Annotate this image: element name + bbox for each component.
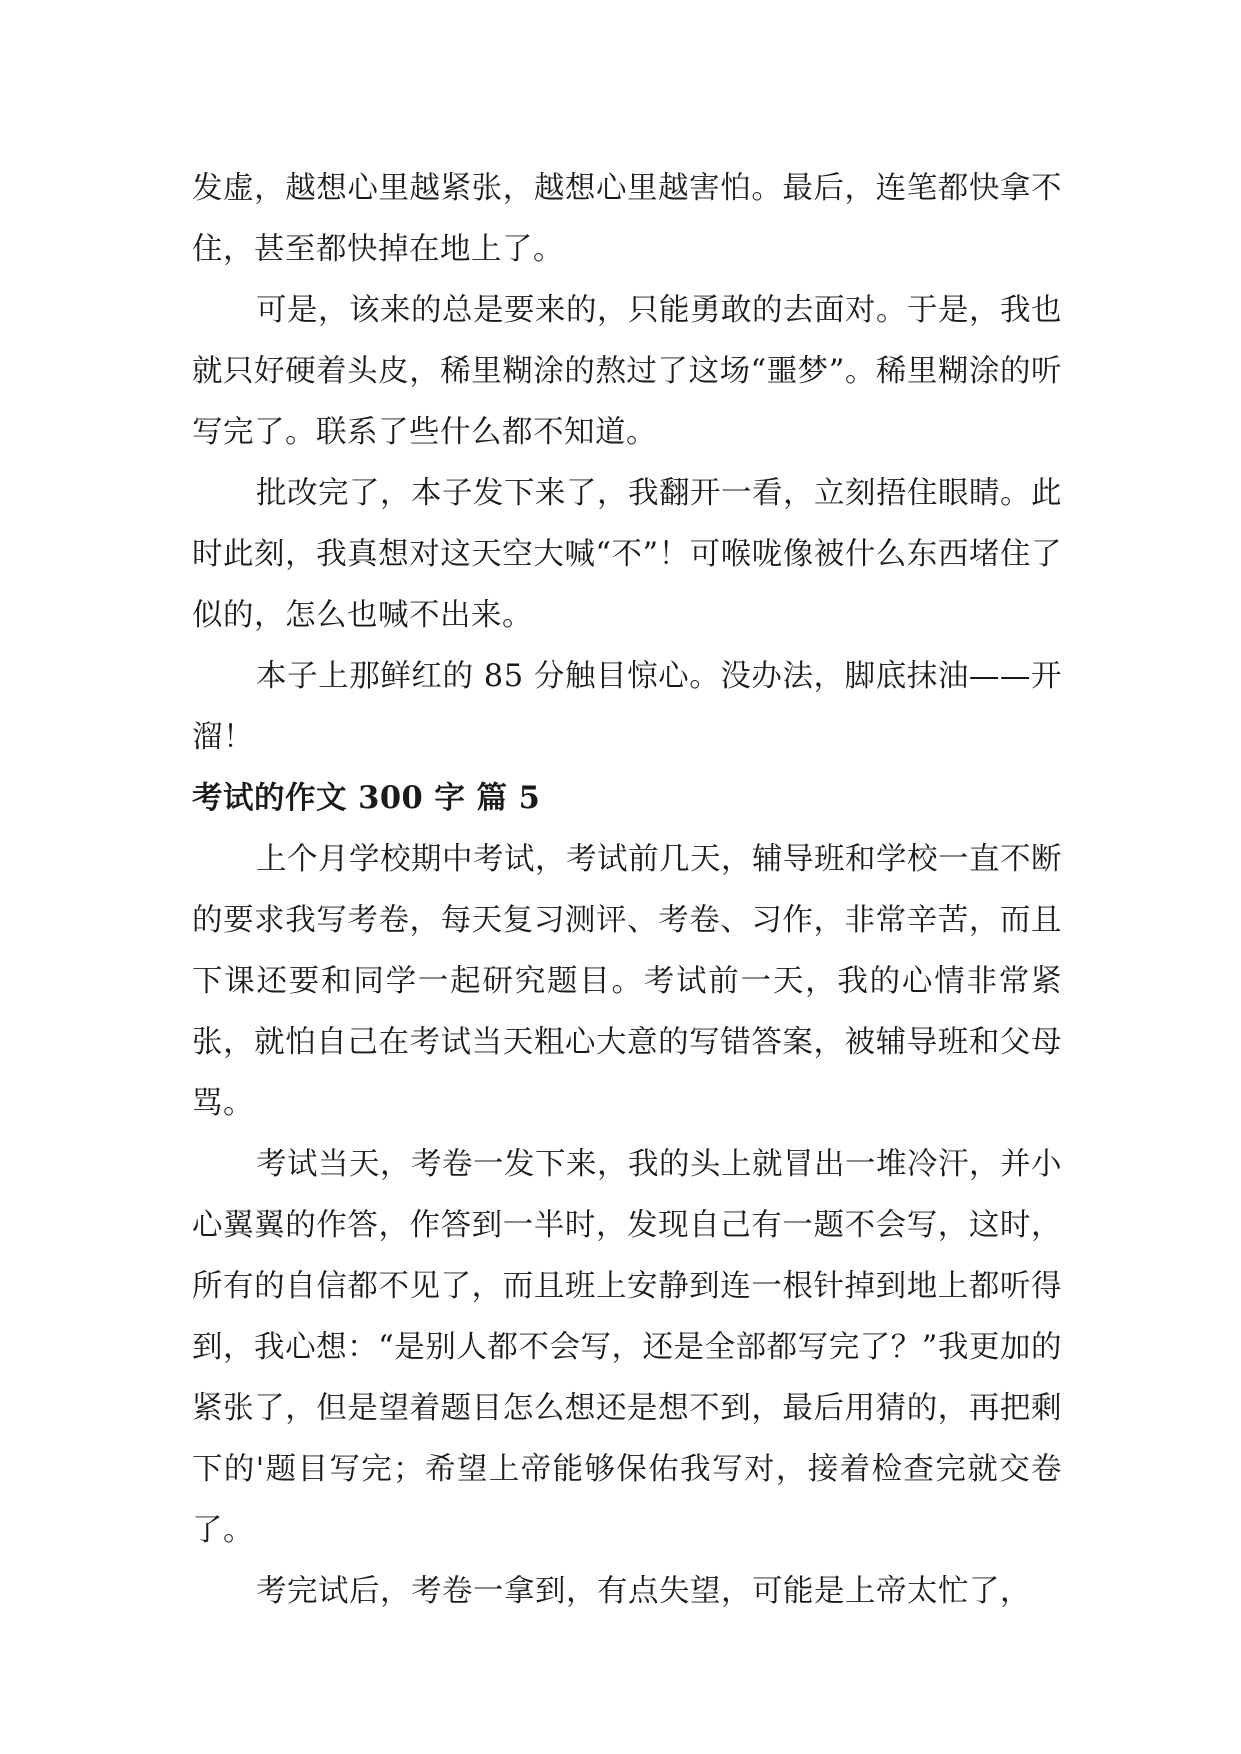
paragraph-1: 发虚，越想心里越紧张，越想心里越害怕。最后，连笔都快拿不住，甚至都快掉在地上了。: [192, 171, 1062, 267]
paragraph-3: 批改完了，本子发下来了，我翻开一看，立刻捂住眼睛。此时此刻，我真想对这天空大喊“不”！可喉咙像被什么东西堵住了似的，怎么也喊不出来。: [192, 476, 1062, 633]
paragraph-4: 本子上那鲜红的 85 分触目惊心。没办法，脚底抹油——开溜！: [192, 659, 1062, 755]
paragraph-2: 可是，该来的总是要来的，只能勇敢的去面对。于是，我也就只好硬着头皮，稀里糊涂的熬过了这场“噩梦”。稀里糊涂的听写完了。联系了些什么都不知道。: [192, 293, 1062, 450]
section-heading: 考试的作文 300 字 篇 5: [192, 780, 541, 816]
paragraph-6: 考试当天，考卷一发下来，我的头上就冒出一堆冷汗，并小心翼翼的作答，作答到一半时，发现自己有一题不会写，这时，所有的自信都不见了，而且班上安静到连一根针掉到地上都听得到，我心想：“是别人都不会写，还是全部都写完了？”我更加的紧张了，但是望着题目怎么想还是想不到，最后用猜的，再把剩下的'题目写完；希望上帝能够保佑我写对，接着检查完就交卷了。: [192, 1147, 1062, 1548]
paragraph-5: 上个月学校期中考试，考试前几天，辅导班和学校一直不断的要求我写考卷，每天复习测评、考卷、习作，非常辛苦，而且下课还要和同学一起研究题目。考试前一天，我的心情非常紧张，就怕自己在考试当天粗心大意的写错答案，被辅导班和父母骂。: [192, 842, 1062, 1121]
document-body: [192, 158, 1062, 1622]
paragraph-7: 考完试后，考卷一拿到，有点失望，可能是上帝太忙了，: [256, 1574, 1031, 1609]
